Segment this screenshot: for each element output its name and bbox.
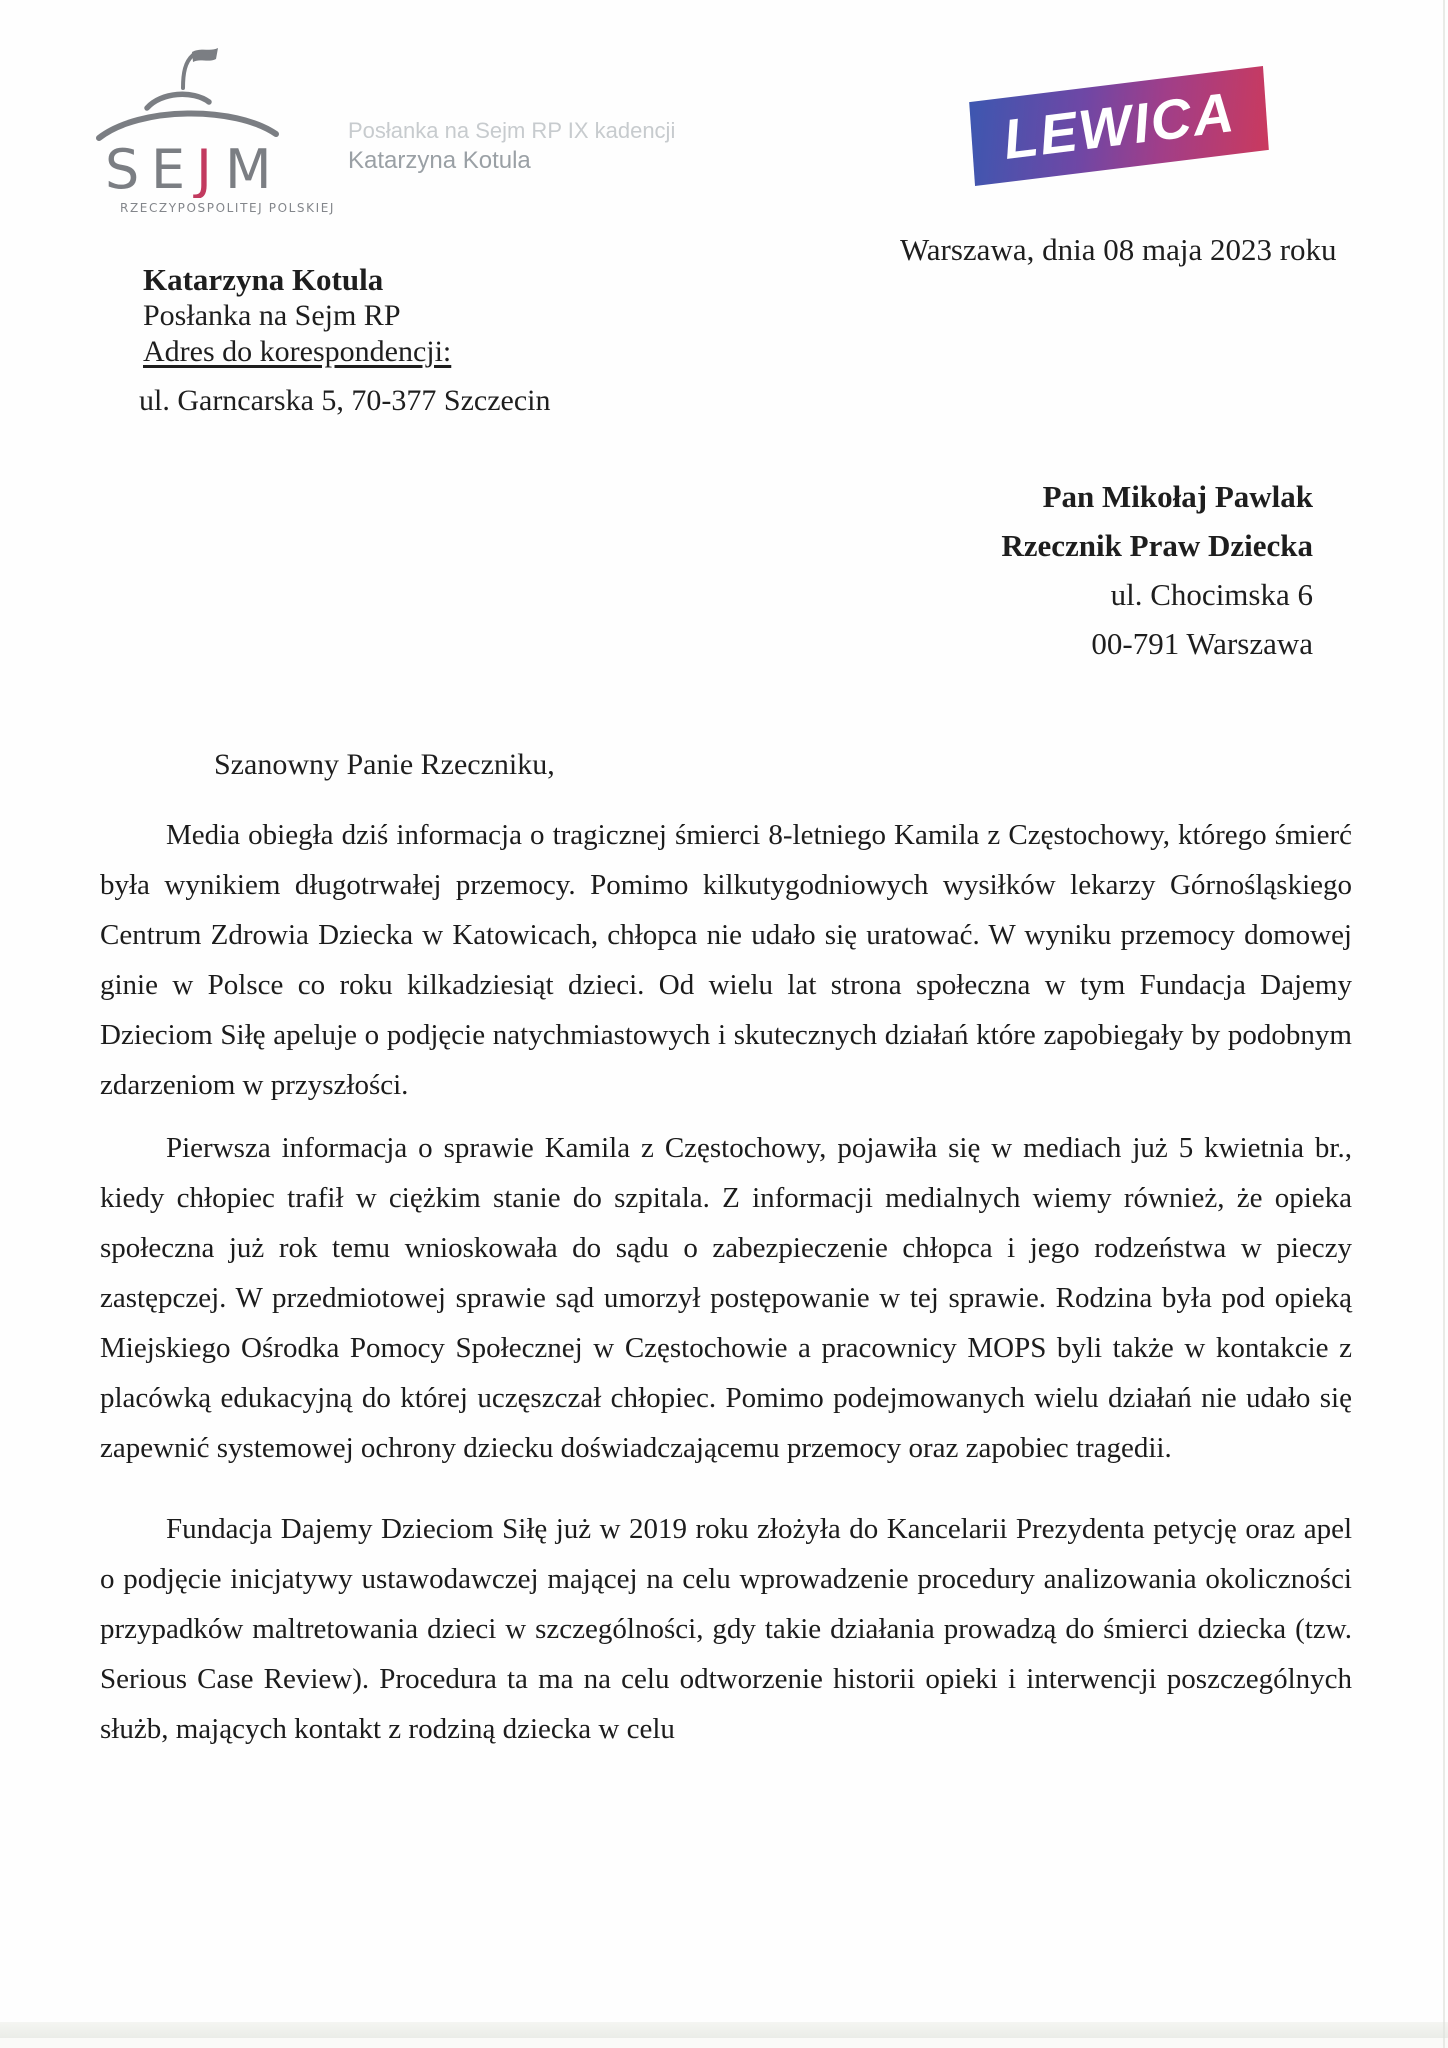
svg-text:M: M (225, 138, 272, 198)
recipient-city: 00-791 Warszawa (1091, 626, 1313, 661)
lewica-logo (965, 64, 1277, 190)
letterhead-name-line: Katarzyna Kotula (348, 147, 531, 174)
sender-block (139, 262, 551, 419)
sejm-subtitle: RZECZYPOSPOLITEJ POLSKIEJ (120, 201, 336, 215)
scan-bottom-edge (0, 2038, 1448, 2048)
letterhead-role-line: Posłanka na Sejm RP IX kadencji (348, 118, 676, 143)
recipient-title: Rzecznik Praw Dziecka (1001, 528, 1313, 563)
paragraph-2: Pierwsza informacja o sprawie Kamila z Częstochowy, pojawiła się w mediach już 5 kwietnia br., kiedy chłopiec trafił w ciężkim stanie do szpitala. Z informacji medialnych wiemy również, że opieka społeczna już rok temu wnioskowała do sądu o zabezpieczenie chłopca i jego rodzeństwa w pieczy zastępczej. W przedmiotowej sprawie sąd umorzył postępowanie w tej sprawie. Rodzina była pod opieką Miejskiego Ośrodka Pomocy Społecznej w Częstochowie a pracownicy MOPS byli także w kontakcie z placówką edukacyjną do której uczęszczał chłopiec. Pomimo podejmowanych wielu działań nie udało się zapewnić systemowej ochrony dziecku doświadczającemu przemocy oraz zapobiec tragedii. (100, 1132, 1352, 1464)
sejm-logo (95, 46, 336, 215)
sender-role: Posłanka na Sejm RP (143, 299, 401, 332)
scan-right-edge (1443, 0, 1445, 2048)
paragraph-1: Media obiegła dziś informacja o tragicznej śmierci 8-letniego Kamila z Częstochowy, którego śmierć była wynikiem długotrwałej przemocy. Pomimo kilkutygodniowych wysiłków lekarzy Górnośląskiego Centrum Zdrowia Dziecka w Katowicach, chłopca nie udało się uratować. W wyniku przemocy domowej ginie w Polsce co roku kilkadziesiąt dzieci. Od wielu lat strona społeczna w tym Fundacja Dajemy Dzieciom Siłę apeluje o podjęcie natychmiastowych i skutecznych działań które zapobiegały by podobnym zdarzeniom w przyszłości. (100, 819, 1352, 1101)
svg-text:E: E (151, 138, 186, 198)
letterhead-faded-text (348, 116, 675, 176)
salutation: Szanowny Panie Rzeczniku, (214, 748, 555, 781)
svg-text:J: J (196, 138, 212, 198)
sejm-logo-graphic (95, 46, 280, 198)
recipient-name: Pan Mikołaj Pawlak (1042, 479, 1313, 514)
sejm-flag-icon (183, 48, 218, 88)
lewica-logo-banner (969, 66, 1269, 186)
lewica-logo-text: LEWICA (999, 80, 1239, 171)
sender-address-label: Adres do korespondencji: (143, 335, 452, 368)
letter-body (100, 810, 1352, 1754)
paragraph-3: Fundacja Dajemy Dzieciom Siłę już w 2019 roku złożyła do Kancelarii Prezydenta petycję oraz apel o podjęcie inicjatywy ustawodawczej mającej na celu wprowadzenie procedury analizowania okoliczności przypadków maltretowania dzieci w szczególności, gdy takie działania prowadzą do śmierci dziecka (tzw. Serious Case Review). Procedura ta ma na celu odtworzenie historii opieki i interwencji poszczególnych służb, mających kontakt z rodziną dziecka w celu (100, 1513, 1352, 1745)
date-line: Warszawa, dnia 08 maja 2023 roku (900, 232, 1337, 267)
sender-address: ul. Garncarska 5, 70-377 Szczecin (139, 384, 551, 417)
recipient-street: ul. Chocimska 6 (1110, 577, 1313, 612)
sejm-dome-arcs (99, 94, 276, 138)
sender-name: Katarzyna Kotula (143, 262, 384, 297)
svg-text:S: S (105, 138, 140, 198)
sejm-wordmark (105, 138, 272, 198)
recipient-block (1001, 472, 1313, 668)
scan-bottom-band (0, 2022, 1448, 2038)
